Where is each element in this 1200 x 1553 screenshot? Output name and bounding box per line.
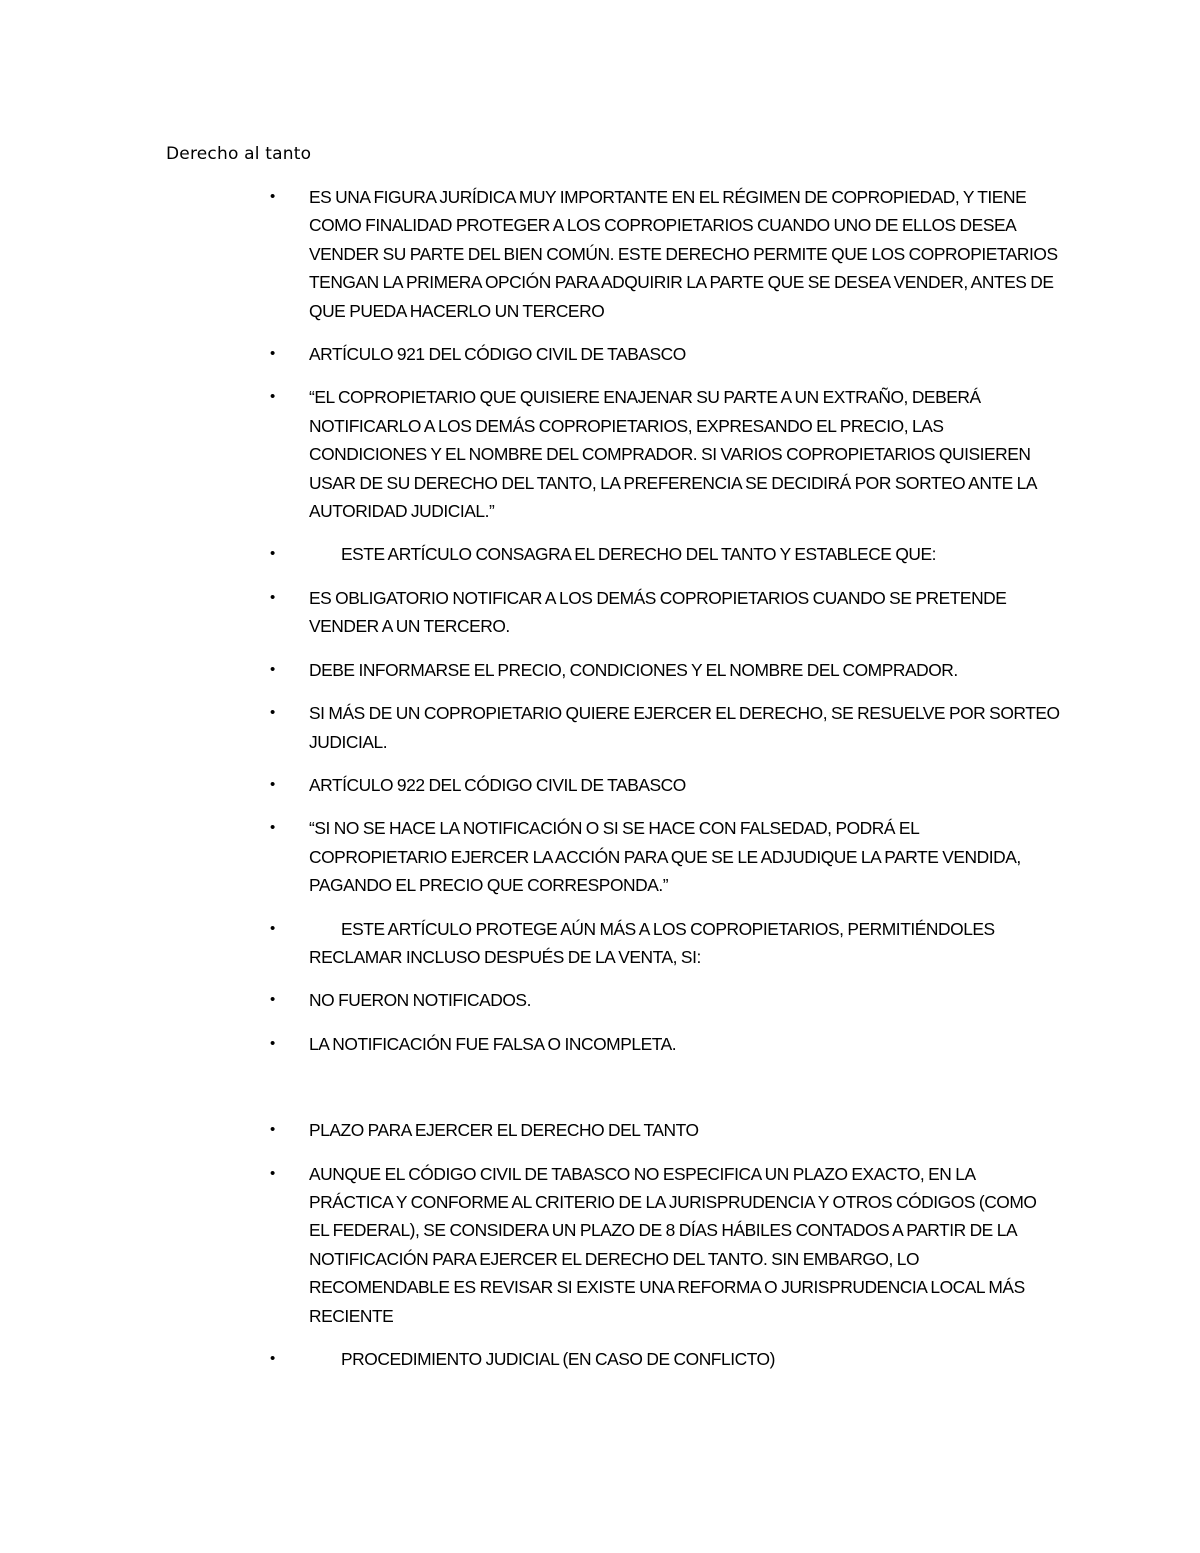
list-item (270, 699, 1060, 756)
bullet-icon: • (270, 704, 275, 722)
list-item (270, 1345, 1060, 1373)
bullet-icon: • (270, 588, 275, 606)
list-item-text: ARTÍCULO 922 DEL CÓDIGO CIVIL DE TABASCO (309, 774, 686, 795)
list-item (270, 814, 1060, 899)
list-item-text: LA NOTIFICACIÓN FUE FALSA O INCOMPLETA. (309, 1033, 677, 1054)
bullet-icon: • (270, 1034, 275, 1052)
bullet-icon: • (270, 545, 275, 563)
bullet-icon: • (270, 819, 275, 837)
list-item (270, 915, 1060, 972)
list-item-text: DEBE INFORMARSE EL PRECIO, CONDICIONES Y EL NOMBRE DEL COMPRADOR. (309, 659, 958, 680)
list-item-text: ES UNA FIGURA JURÍDICA MUY IMPORTANTE EN EL RÉGIMEN DE COPROPIEDAD, Y TIENE COMO FINALIDAD PROTEGER A LOS COPROPIETARIOS CUANDO UNO DE ELLOS DESEA VENDER SU PARTE DEL BIEN COMÚN. ESTE DERECHO PERMITE QUE LOS COPROPIETARIOS TENGAN LA PRIMERA OPCIÓN PARA ADQUIRIR LA PARTE QUE SE DESEA VENDER, ANTES DE QUE PUEDA HACERLO UN TERCERO (309, 187, 1058, 321)
bullet-icon: • (270, 1164, 275, 1182)
list-item (270, 1030, 1060, 1058)
list-item-text: PROCEDIMIENTO JUDICIAL (EN CASO DE CONFLICTO) (341, 1349, 775, 1369)
list-item (270, 540, 1060, 568)
list-item (270, 183, 1060, 325)
document-title: Derecho al tanto (166, 144, 312, 164)
list-item (270, 771, 1060, 799)
list-item-text: ESTE ARTÍCULO PROTEGE AÚN MÁS A LOS COPROPIETARIOS, PERMITIÉNDOLES RECLAMAR INCLUSO DESPUÉS DE LA VENTA, SI: (309, 918, 995, 967)
list-item-text: AUNQUE EL CÓDIGO CIVIL DE TABASCO NO ESPECIFICA UN PLAZO EXACTO, EN LA PRÁCTICA Y CONFORME AL CRITERIO DE LA JURISPRUDENCIA Y OTROS CÓDIGOS (COMO EL FEDERAL), SE CONSIDERA UN PLAZO DE 8 DÍAS HÁBILES CONTADOS A PARTIR DE LA NOTIFICACIÓN PARA EJERCER EL DERECHO DEL TANTO. SIN EMBARGO, LO RECOMENDABLE ES REVISAR SI EXISTE UNA REFORMA O JURISPRUDENCIA LOCAL MÁS RECIENTE (309, 1163, 1037, 1326)
bullet-icon: • (270, 1350, 275, 1367)
bullet-icon: • (270, 775, 275, 793)
list-item (270, 1116, 1060, 1144)
list-item (270, 656, 1060, 684)
list-item (270, 1160, 1060, 1330)
list-item (270, 986, 1060, 1014)
list-item-text: ARTÍCULO 921 DEL CÓDIGO CIVIL DE TABASCO (309, 344, 686, 365)
list-item (270, 383, 1060, 525)
list-item-text: “EL COPROPIETARIO QUE QUISIERE ENAJENAR SU PARTE A UN EXTRAÑO, DEBERÁ NOTIFICARLO A LOS DEMÁS COPROPIETARIOS, EXPRESANDO EL PRECIO, LAS CONDICIONES Y EL NOMBRE DEL COMPRADOR. SI VARIOS COPROPIETARIOS QUISIEREN USAR DE SU DERECHO DEL TANTO, LA PREFERENCIA SE DECIDIRÁ POR SORTEO ANTE LA AUTORIDAD JUDICIAL.” (309, 387, 1037, 522)
list-item-text: ESTE ARTÍCULO CONSAGRA EL DERECHO DEL TANTO Y ESTABLECE QUE: (341, 544, 937, 565)
bullet-icon: • (270, 919, 275, 937)
list-item-text: “SI NO SE HACE LA NOTIFICACIÓN O SI SE HACE CON FALSEDAD, PODRÁ EL COPROPIETARIO EJERCER LA ACCIÓN PARA QUE SE LE ADJUDIQUE LA PARTE VENDIDA, PAGANDO EL PRECIO QUE CORRESPONDA.” (309, 818, 1021, 896)
bullet-icon: • (270, 1121, 275, 1139)
list-item-text: PLAZO PARA EJERCER EL DERECHO DEL TANTO (309, 1120, 699, 1141)
bullet-icon: • (270, 388, 275, 406)
bullet-icon: • (270, 345, 275, 363)
bullet-list (270, 183, 1060, 1388)
bullet-icon: • (270, 991, 275, 1009)
list-item-text: SI MÁS DE UN COPROPIETARIO QUIERE EJERCER EL DERECHO, SE RESUELVE POR SORTEO JUDICIAL. (309, 703, 1060, 752)
blank-line (270, 1073, 1060, 1116)
list-item-text: NO FUERON NOTIFICADOS. (309, 990, 531, 1011)
list-item (270, 584, 1060, 641)
bullet-icon: • (270, 660, 275, 678)
list-item-text: ES OBLIGATORIO NOTIFICAR A LOS DEMÁS COPROPIETARIOS CUANDO SE PRETENDE VENDER A UN TERCERO. (309, 587, 1007, 637)
bullet-icon: • (270, 188, 275, 205)
list-item (270, 340, 1060, 368)
